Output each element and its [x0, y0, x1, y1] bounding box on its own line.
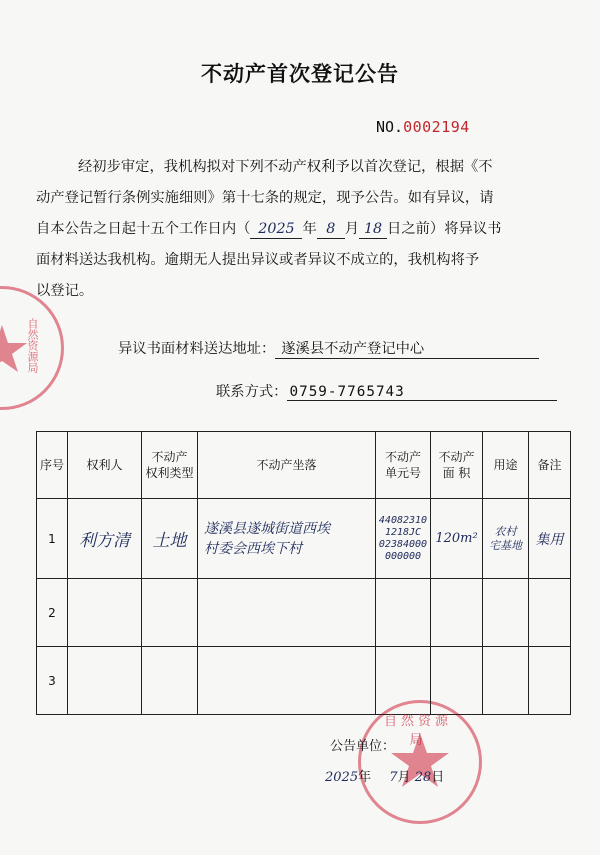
- table-row: [37, 579, 571, 647]
- location-line: 遂溪县遂城街道西埃: [204, 520, 330, 537]
- deadline-suffix: 日之前）将异议书: [387, 221, 502, 237]
- unit-line: 44082310: [378, 514, 428, 526]
- table-row: [37, 499, 571, 579]
- unit-line: 1218JC: [384, 526, 422, 538]
- cell-location: [198, 579, 376, 647]
- header-note: 备注: [529, 432, 571, 499]
- date-day: 28: [414, 770, 432, 785]
- cell-area: [431, 579, 483, 647]
- cell-area: [431, 647, 483, 715]
- deadline-month: 8: [317, 220, 345, 239]
- cell-type: [142, 647, 198, 715]
- page-title: 不动产首次登记公告: [201, 62, 399, 86]
- cell-note: [529, 579, 571, 647]
- address-label: 异议书面材料送达地址：: [118, 341, 276, 357]
- cell-area: 120m²: [431, 499, 483, 579]
- header-location: 不动产坐落: [198, 432, 376, 499]
- header-area: 不动产 面 积: [431, 432, 483, 499]
- cell-use: [483, 647, 529, 715]
- notice-paragraph: [66, 152, 566, 183]
- cell-note: [529, 647, 571, 715]
- use-line: 宅基地: [489, 538, 522, 552]
- unit-line: 02384000: [378, 538, 428, 550]
- address-value: 遂溪县不动产登记中心: [275, 338, 539, 359]
- header-unit-no: 不动产 单元号: [376, 432, 431, 499]
- paragraph-line: 以登记。: [36, 283, 94, 299]
- unit-line: 000000: [384, 550, 422, 562]
- paragraph-line: 面材料送达我机构。逾期无人提出异议或者异议不成立的，我机构将予: [36, 252, 480, 268]
- cell-holder: 利方清: [68, 499, 142, 579]
- cell-index: 3: [37, 647, 68, 715]
- header-right-type: 不动产 权利类型: [142, 432, 198, 499]
- date-year-unit: 年: [358, 770, 372, 785]
- contact-row: [216, 381, 557, 401]
- paragraph-line: 动产登记暂行条例实施细则》第十七条的规定，现予公告。如有异议，请: [36, 190, 494, 206]
- cell-note: 集用: [529, 499, 571, 579]
- deadline-prefix: 自本公告之日起十五个工作日内（: [36, 221, 251, 237]
- deadline-year: 2025: [250, 220, 302, 239]
- date-month-unit: 月: [397, 770, 411, 785]
- paragraph-line: [36, 214, 576, 245]
- header-use: 用途: [483, 432, 529, 499]
- cell-use: [483, 579, 529, 647]
- notice-paragraph: [36, 183, 576, 307]
- use-line: 农村: [494, 524, 517, 538]
- address-row: [118, 338, 539, 359]
- contact-value: 0759-7765743: [287, 384, 557, 401]
- header-holder: 权利人: [68, 432, 142, 499]
- cell-location: [198, 647, 376, 715]
- contact-label: 联系方式：: [216, 384, 288, 400]
- cell-index: 1: [37, 499, 68, 579]
- cell-unit-no: [376, 579, 431, 647]
- cell-type: 土地: [142, 499, 198, 579]
- cell-holder: [68, 647, 142, 715]
- paragraph-line: 经初步审定，我机构拟对下列不动产权利予以首次登记，根据《不: [78, 159, 493, 175]
- left-stamp-text: 自然资源局: [26, 318, 39, 373]
- location-line: 村委会西埃下村: [204, 540, 302, 557]
- cell-use: [483, 499, 529, 579]
- date-month: 7: [389, 770, 398, 785]
- cell-unit-no: [376, 499, 431, 579]
- cell-location: [198, 499, 376, 579]
- header-index: 序号: [37, 432, 68, 499]
- table-row: [37, 647, 571, 715]
- property-table: [36, 431, 571, 715]
- announcement-date: [325, 766, 444, 785]
- date-day-unit: 日: [431, 770, 445, 785]
- date-year: 2025: [325, 770, 359, 785]
- year-unit: 年: [302, 221, 317, 237]
- right-stamp-text: 自然资源局: [383, 714, 452, 748]
- cell-type: [142, 579, 198, 647]
- month-unit: 月: [344, 221, 360, 237]
- announcing-unit: 公告单位：: [330, 739, 396, 754]
- deadline-day: 18: [359, 220, 387, 239]
- cell-unit-no: [376, 647, 431, 715]
- doc-no-value: 0002194: [403, 118, 470, 136]
- cell-holder: [68, 579, 142, 647]
- table-header-row: [37, 432, 571, 499]
- document-number: [376, 118, 470, 136]
- cell-index: 2: [37, 579, 68, 647]
- doc-no-prefix: NO.: [376, 118, 404, 136]
